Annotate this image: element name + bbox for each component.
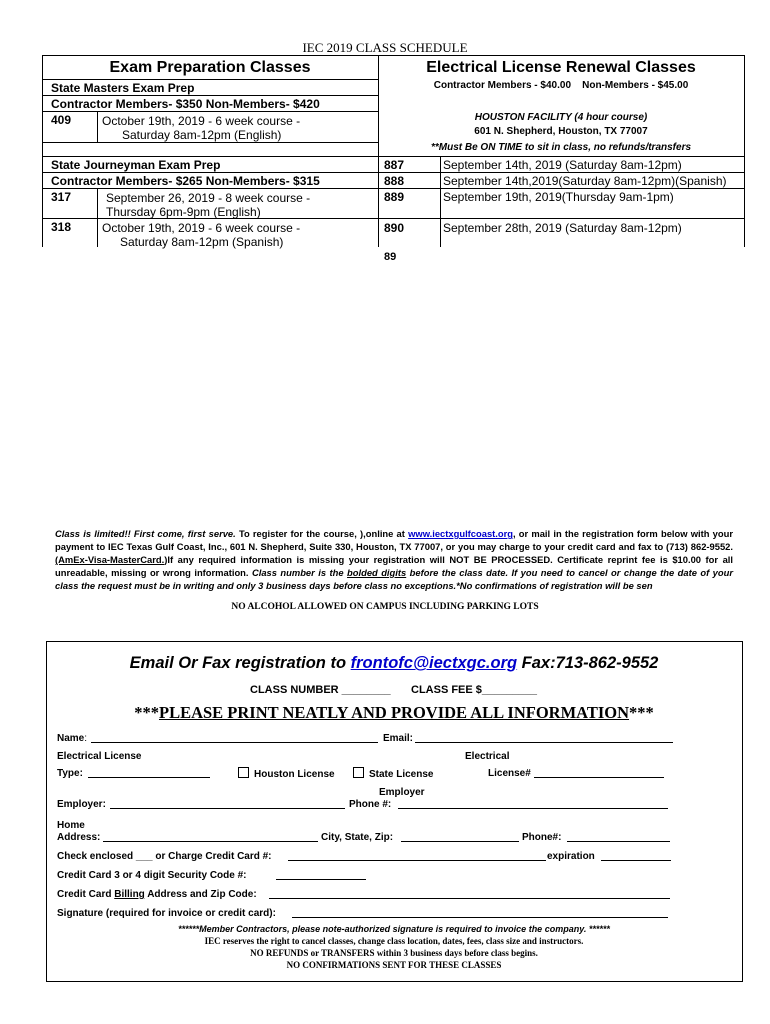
class-889-date: September 19th, 2019(Thursday 9am-1pm): [443, 190, 674, 204]
credit-card-number-field[interactable]: [288, 860, 546, 861]
website-link[interactable]: www.iectxgulfcoast.org: [408, 528, 513, 539]
email-fax-line: Email Or Fax registration to frontofc@iectxgc.org Fax:713-862-9552: [129, 654, 659, 672]
col-divider-409: [97, 111, 98, 142]
class-890-date: September 28th, 2019 (Saturday 8am-12pm): [443, 221, 682, 235]
table-right-border: [744, 55, 745, 247]
page-title: IEC 2019 CLASS SCHEDULE: [302, 40, 468, 55]
col-divider-renewal: [440, 156, 441, 247]
employer-top-label: Employer: [379, 787, 425, 798]
facility-name: HOUSTON FACILITY (4 hour course): [474, 112, 648, 123]
state-license-option[interactable]: State License: [353, 767, 433, 780]
iec-rights-note: IEC reserves the right to cancel classes, change class location, dates, fees, class size and instructors.: [204, 936, 584, 946]
class-number-field[interactable]: CLASS NUMBER ________: [250, 684, 391, 696]
renewal-heading: Electrical License Renewal Classes: [426, 59, 696, 76]
registration-email-link[interactable]: frontofc@iectxgc.org: [350, 654, 518, 672]
employer-field[interactable]: [110, 808, 345, 809]
masters-title: State Masters Exam Prep: [51, 81, 195, 95]
class-409-line1: October 19th, 2019 - 6 week course -: [102, 114, 301, 128]
accepted-cards: (AmEx-Visa-MasterCard.: [55, 554, 165, 565]
phone-label: Phone #:: [349, 799, 392, 810]
check-or-card-label: Check enclosed ___ or Charge Credit Card #:: [57, 851, 272, 862]
alcohol-notice: NO ALCOHOL ALLOWED ON CAMPUS INCLUDING PARKING LOTS: [231, 602, 539, 612]
print-neatly-notice: ***PLEASE PRINT NEATLY AND PROVIDE ALL INFORMATION***: [134, 703, 654, 722]
home-label: Home: [57, 820, 85, 831]
houston-license-option[interactable]: Houston License: [238, 767, 335, 780]
class-number-318: 318: [51, 220, 72, 234]
class-317-line2: Thursday 6pm-9pm (English): [106, 205, 261, 219]
employer-label: Employer:: [57, 799, 106, 810]
email-label: Email:: [383, 733, 414, 744]
class-number-890: 890: [384, 221, 405, 235]
renewal-notice: **Must Be ON TIME to sit in class, no refunds/transfers: [430, 142, 692, 153]
license-number-field[interactable]: [534, 777, 664, 778]
billing-address-label: Credit Card Billing Address and Zip Code:: [57, 889, 257, 900]
name-label: Name:: [57, 733, 88, 744]
class-318-line2: Saturday 8am-12pm (Spanish): [120, 235, 284, 249]
expiration-field[interactable]: [601, 860, 671, 861]
license-number-label: License#: [488, 768, 531, 779]
exam-prep-heading: Exam Preparation Classes: [109, 59, 311, 76]
email-field[interactable]: [415, 742, 673, 743]
state-license-checkbox[interactable]: [353, 767, 364, 778]
class-number-317: 317: [51, 190, 72, 204]
home-phone-label: Phone#:: [522, 832, 562, 843]
masters-prices: Contractor Members- $350 Non-Members- $420: [51, 97, 320, 111]
home-phone-field[interactable]: [567, 841, 670, 842]
table-top-border: [42, 55, 744, 56]
address-label: Address:: [57, 832, 101, 843]
journeyman-prices: Contractor Members- $265 Non-Members- $315: [51, 174, 320, 188]
class-887-date: September 14th, 2019 (Saturday 8am-12pm): [443, 158, 682, 172]
no-confirmations-note: NO CONFIRMATIONS SENT FOR THESE CLASSES: [286, 960, 502, 970]
class-number-889: 889: [384, 190, 405, 204]
bolded-digits: bolded digits: [347, 567, 407, 578]
renewal-prices: Contractor Members - $40.00 Non-Members - $45.00: [433, 80, 689, 91]
class-409-line2: Saturday 8am-12pm (English): [122, 128, 282, 142]
class-number-887: 887: [384, 158, 405, 172]
signature-label: Signature (required for invoice or credit card):: [57, 908, 276, 919]
member-contractor-note: ******Member Contractors, please note-authorized signature is required to invoice the company. ******: [178, 924, 610, 934]
electrical-license-label: Electrical License: [57, 751, 142, 762]
no-refunds-note: NO REFUNDS or TRANSFERS within 3 business days before class begins.: [250, 948, 538, 958]
class-888-date: September 14th,2019(Saturday 8am-12pm)(Spanish): [443, 174, 727, 188]
security-code-label: Credit Card 3 or 4 digit Security Code #:: [57, 870, 247, 881]
billing-address-field[interactable]: [269, 898, 670, 899]
class-fee-field[interactable]: CLASS FEE $_________: [411, 684, 537, 696]
journeyman-title: State Journeyman Exam Prep: [51, 158, 221, 172]
registration-info: Class is limited!! First come, first serve. To register for the course, ),online at www.iectxgulfcoast.org, or mail in the registration form below with your payment to IEC Texas Gulf Coast, Inc., 601 N. Shepherd, Suite 330, Houston, TX 77007, or you may charge to your credit card and fax to (713) 862-9552. (AmEx-Visa-MasterCard.)If any required information is missing your registration will NOT BE PROCESSED. Certificate reprint fee is $10.00 for all unreadable, missing or wrong information. Class number is the bolded digits before the class date. If you need to cancel or change the date of your class the request must be in writing and only 3 business days before class no exceptions.*No confirmations of registration will be sen: [55, 528, 733, 591]
facility-address: 601 N. Shepherd, Houston, TX 77007: [474, 126, 648, 137]
limited-note: Class is limited!! First come, first serve.: [55, 528, 236, 539]
phone-field[interactable]: [398, 808, 668, 809]
class-number-888: 888: [384, 174, 405, 188]
address-field[interactable]: [103, 841, 318, 842]
security-code-field[interactable]: [276, 879, 366, 880]
name-field[interactable]: [91, 742, 378, 743]
class-318-line1: October 19th, 2019 - 6 week course -: [102, 221, 301, 235]
class-number-409: 409: [51, 113, 72, 127]
signature-field[interactable]: [292, 917, 668, 918]
type-label: Type:: [57, 768, 83, 779]
city-state-zip-label: City, State, Zip:: [321, 832, 394, 843]
electrical-label: Electrical: [465, 751, 510, 762]
expiration-label: expiration: [547, 851, 595, 862]
license-type-field[interactable]: [88, 777, 210, 778]
city-state-zip-field[interactable]: [401, 841, 519, 842]
houston-license-checkbox[interactable]: [238, 767, 249, 778]
class-317-line1: September 26, 2019 - 8 week course -: [106, 191, 311, 205]
stray-class-number: 89: [384, 251, 397, 263]
